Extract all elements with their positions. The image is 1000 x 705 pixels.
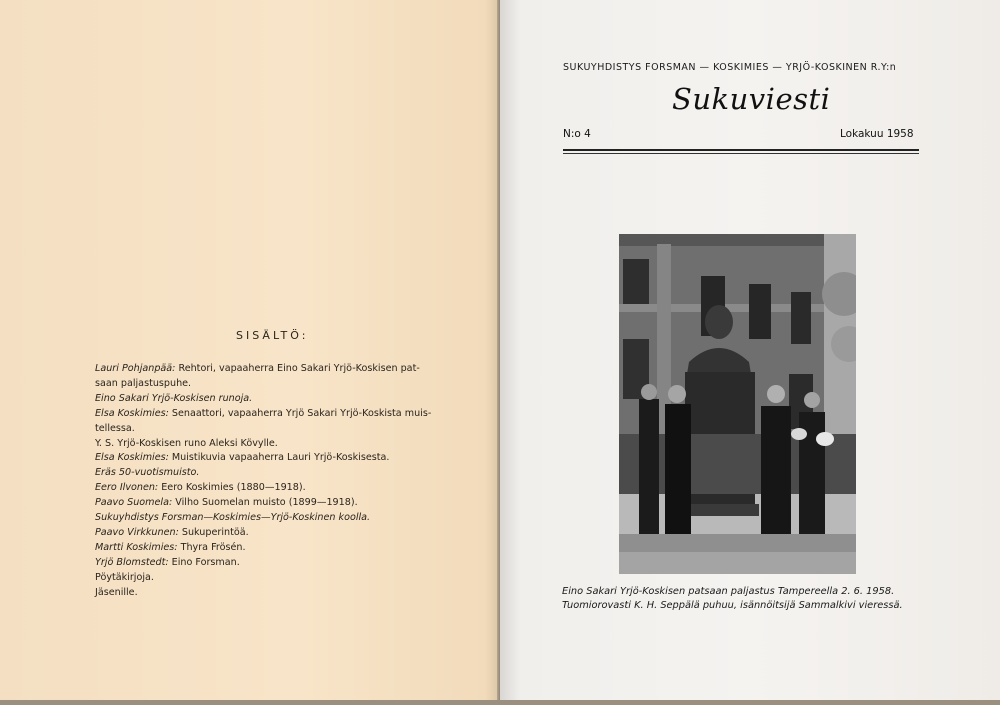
toc-entry-continuation: saan paljastuspuhe. (95, 377, 192, 389)
issue-date: Lokakuu 1958 (840, 128, 914, 140)
toc-entry-title: Pöytäkirjoja. (95, 571, 154, 583)
publisher-header: SUKUYHDISTYS FORSMAN — KOSKIMIES — YRJÖ-KOSKINEN R.Y:n (563, 62, 897, 73)
caption-line-1: Eino Sakari Yrjö-Koskisen patsaan paljastus Tampereella 2. 6. 1958. (562, 586, 895, 597)
toc-entry-title: Sukuperintöä. (181, 526, 249, 538)
toc-entry-author: Eräs 50-vuotismuisto. (95, 467, 200, 479)
header-rule-thick (563, 149, 919, 151)
toc-entry (95, 571, 450, 586)
toc-entry (95, 541, 450, 556)
toc-entry-title: Senaattori, vapaaherra Yrjö Sakari Yrjö-Koskista muis- (171, 407, 432, 419)
toc-entry-author: Elsa Koskimies: (95, 452, 169, 464)
toc-entry-author: Eero Ilvonen: (95, 482, 159, 494)
toc-entry (95, 407, 450, 422)
issue-number: N:o 4 (563, 128, 591, 140)
toc-entry (95, 392, 450, 407)
toc-entry-author: Elsa Koskimies: (95, 407, 169, 419)
toc-entry-author: Lauri Pohjanpää: (95, 363, 176, 374)
toc-entry-author: Martti Koskimies: (95, 541, 178, 553)
toc-entry-author: Yrjö Blomstedt: (95, 556, 169, 568)
statue-unveiling-photo (619, 234, 856, 574)
photo-caption (562, 585, 922, 612)
table-of-contents (95, 362, 450, 601)
toc-entry-author: Sukuyhdistys Forsman—Koskimies—Yrjö-Koskinen koolla. (95, 512, 371, 524)
toc-entry-title: Thyra Frösén. (180, 541, 246, 553)
toc-entry-title: Rehtori, vapaaherra Eino Sakari Yrjö-Koskisen pat- (178, 363, 420, 374)
toc-entry-title: Y. S. Yrjö-Koskisen runo Aleksi Kövylle. (95, 437, 278, 449)
toc-entry (95, 362, 450, 377)
toc-title: SISÄLTÖ: (236, 329, 309, 342)
toc-entry (95, 451, 450, 466)
toc-entry-title: Jäsenille. (95, 586, 138, 598)
toc-entry-author: Paavo Virkkunen: (95, 526, 179, 538)
toc-entry (95, 586, 450, 601)
toc-entry-continuation: tellessa. (95, 422, 135, 434)
toc-entry (95, 511, 450, 526)
toc-entry (95, 437, 450, 452)
caption-line-2: Tuomiorovasti K. H. Seppälä puhuu, isännöitsijä Sammalkivi vieressä. (562, 599, 903, 611)
toc-entry-title: Muistikuvia vapaaherra Lauri Yrjö-Koskisesta. (171, 452, 390, 464)
toc-entry-title: Vilho Suomelan muisto (1899—1918). (175, 497, 358, 509)
toc-entry-title: Eero Koskimies (1880—1918). (161, 482, 306, 494)
toc-entry (95, 526, 450, 541)
toc-entry (95, 496, 450, 511)
scan-edge-bottom (0, 700, 1000, 705)
toc-entry (95, 466, 450, 481)
toc-entry (95, 481, 450, 496)
toc-entry-author: Paavo Suomela: (95, 497, 173, 509)
toc-entry-title: Eino Forsman. (171, 556, 240, 568)
header-rule-thin (563, 153, 919, 154)
toc-entry-author: Eino Sakari Yrjö-Koskisen runoja. (95, 392, 253, 404)
masthead-title: Sukuviesti (672, 82, 831, 116)
toc-entry (95, 556, 450, 571)
